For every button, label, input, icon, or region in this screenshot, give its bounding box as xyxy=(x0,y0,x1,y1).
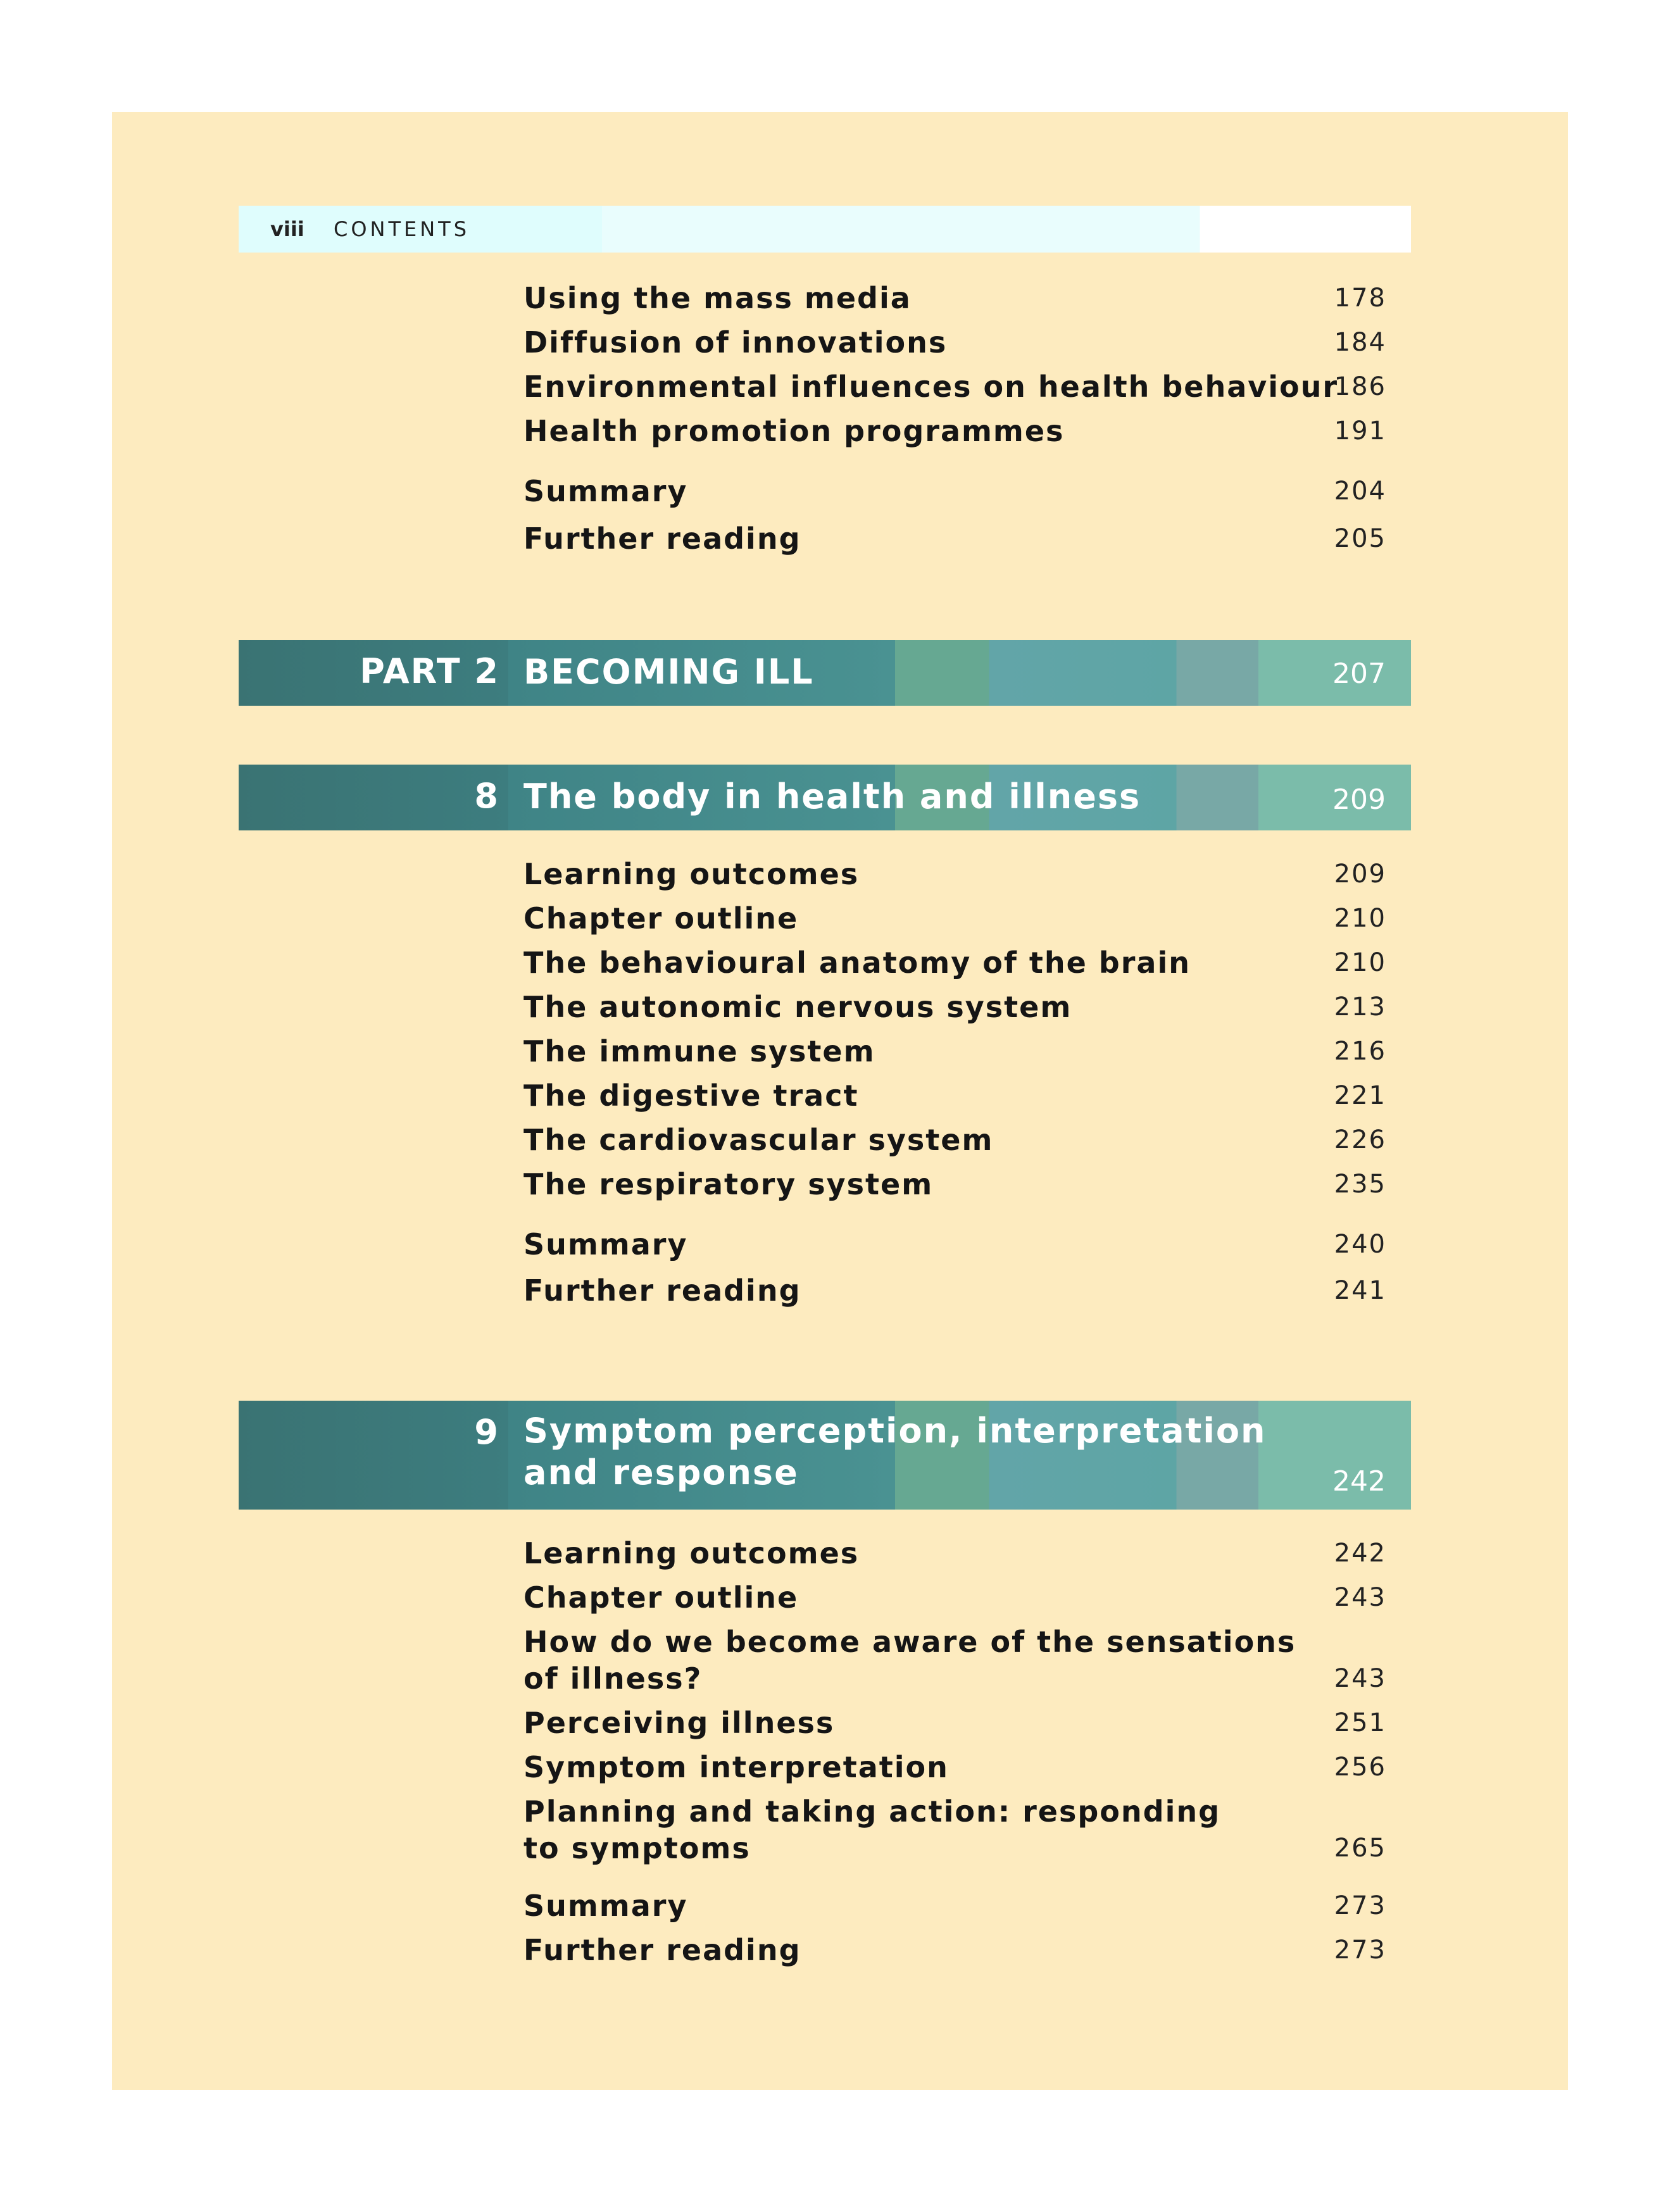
chapter-heading[interactable] xyxy=(239,765,1411,830)
toc-entry[interactable] xyxy=(523,413,1412,449)
toc-entry[interactable] xyxy=(523,280,1412,316)
entry-page: 210 xyxy=(1334,904,1386,933)
entry-title: Learning outcomes xyxy=(523,1536,860,1570)
entry-title: Chapter outline xyxy=(523,1580,799,1615)
toc-entry[interactable] xyxy=(523,944,1412,981)
chapter-title: The body in health and illness xyxy=(523,777,1141,816)
entry-page: 240 xyxy=(1334,1230,1386,1259)
entry-title-line-1: How do we become aware of the sensations xyxy=(523,1625,1296,1659)
toc-entry-further-reading[interactable] xyxy=(523,1932,1412,1968)
entry-page: 209 xyxy=(1334,860,1386,889)
toc-entry-summary[interactable] xyxy=(523,1226,1412,1263)
entry-title: Summary xyxy=(523,1227,688,1261)
entry-page: 235 xyxy=(1334,1170,1386,1199)
toc-entry[interactable] xyxy=(523,1535,1412,1572)
entry-page: 256 xyxy=(1334,1753,1386,1782)
chapter-page: 209 xyxy=(1332,784,1386,816)
chapter-number: 9 xyxy=(474,1412,499,1452)
toc-entry-further-reading[interactable] xyxy=(523,1272,1412,1309)
entry-page: 216 xyxy=(1334,1037,1386,1066)
chapter-number: 8 xyxy=(474,776,499,816)
part-heading[interactable] xyxy=(239,640,1411,706)
toc-entry[interactable] xyxy=(523,989,1412,1025)
page xyxy=(112,112,1568,2090)
toc-entry[interactable] xyxy=(523,1579,1412,1616)
entry-title: The respiratory system xyxy=(523,1167,934,1201)
entry-title: Chapter outline xyxy=(523,901,799,935)
entry-title-line-1: Planning and taking action: responding xyxy=(523,1794,1221,1829)
entry-page: 243 xyxy=(1334,1583,1386,1612)
entry-title: Learning outcomes xyxy=(523,857,860,891)
part-page: 207 xyxy=(1332,658,1386,690)
entry-title-line-2: of illness? xyxy=(523,1661,703,1696)
entry-title: Further reading xyxy=(523,1273,801,1308)
entry-title: Symptom interpretation xyxy=(523,1750,949,1784)
toc-entry-summary[interactable] xyxy=(523,473,1412,510)
entry-title: The behavioural anatomy of the brain xyxy=(523,946,1191,980)
entry-title: The immune system xyxy=(523,1034,875,1068)
chapter-title-line-1: Symptom perception, interpretation xyxy=(523,1411,1267,1451)
entry-page: 251 xyxy=(1334,1708,1386,1737)
entry-page: 273 xyxy=(1334,1936,1386,1965)
entry-page: 273 xyxy=(1334,1891,1386,1920)
toc-entry[interactable] xyxy=(523,1705,1412,1741)
toc-entry[interactable] xyxy=(523,1623,1412,1697)
entry-title: Diffusion of innovations xyxy=(523,325,948,360)
running-head xyxy=(239,206,1411,253)
entry-title: Health promotion programmes xyxy=(523,414,1065,448)
entry-page: 226 xyxy=(1334,1125,1386,1154)
toc-entry[interactable] xyxy=(523,1793,1412,1867)
entry-page: 178 xyxy=(1334,284,1386,313)
entry-page: 242 xyxy=(1334,1539,1386,1568)
toc-entry-summary[interactable] xyxy=(523,1887,1412,1924)
entry-page: 241 xyxy=(1334,1276,1386,1305)
entry-page: 184 xyxy=(1334,328,1386,357)
entry-title-line-2: to symptoms xyxy=(523,1831,751,1865)
toc-entry[interactable] xyxy=(523,1077,1412,1114)
page-folio: viii xyxy=(270,217,304,241)
entry-title: Perceiving illness xyxy=(523,1706,835,1740)
entry-page: 204 xyxy=(1334,477,1386,506)
entry-title: Environmental influences on health behaviour xyxy=(523,370,1339,404)
entry-title: Summary xyxy=(523,1889,688,1923)
entry-page: 186 xyxy=(1334,372,1386,401)
entry-title: The autonomic nervous system xyxy=(523,990,1072,1024)
chapter-heading[interactable] xyxy=(239,1401,1411,1510)
toc-entry[interactable] xyxy=(523,324,1412,361)
entry-page: 191 xyxy=(1334,416,1386,446)
entry-page: 221 xyxy=(1334,1081,1386,1110)
entry-page: 213 xyxy=(1334,992,1386,1022)
toc-entry-further-reading[interactable] xyxy=(523,520,1412,557)
part-title: BECOMING ILL xyxy=(523,652,814,692)
entry-title: Further reading xyxy=(523,522,801,556)
entry-page: 205 xyxy=(1334,524,1386,553)
toc-entry[interactable] xyxy=(523,1033,1412,1070)
toc-entry[interactable] xyxy=(523,1166,1412,1203)
entry-title: The digestive tract xyxy=(523,1079,859,1113)
toc-entry[interactable] xyxy=(523,1122,1412,1158)
toc-entry[interactable] xyxy=(523,1749,1412,1786)
entry-title: Using the mass media xyxy=(523,281,912,315)
toc-entry[interactable] xyxy=(523,900,1412,937)
part-label: PART 2 xyxy=(360,651,499,691)
toc-entry[interactable] xyxy=(523,856,1412,892)
toc-entry[interactable] xyxy=(523,368,1412,405)
entry-title: Further reading xyxy=(523,1933,801,1967)
entry-page: 265 xyxy=(1334,1834,1386,1863)
entry-title: Summary xyxy=(523,474,688,508)
running-title: CONTENTS xyxy=(334,217,470,241)
entry-title: The cardiovascular system xyxy=(523,1123,994,1157)
entry-page: 243 xyxy=(1334,1664,1386,1693)
chapter-page: 242 xyxy=(1332,1465,1386,1498)
chapter-title-line-2: and response xyxy=(523,1453,799,1492)
entry-page: 210 xyxy=(1334,948,1386,977)
